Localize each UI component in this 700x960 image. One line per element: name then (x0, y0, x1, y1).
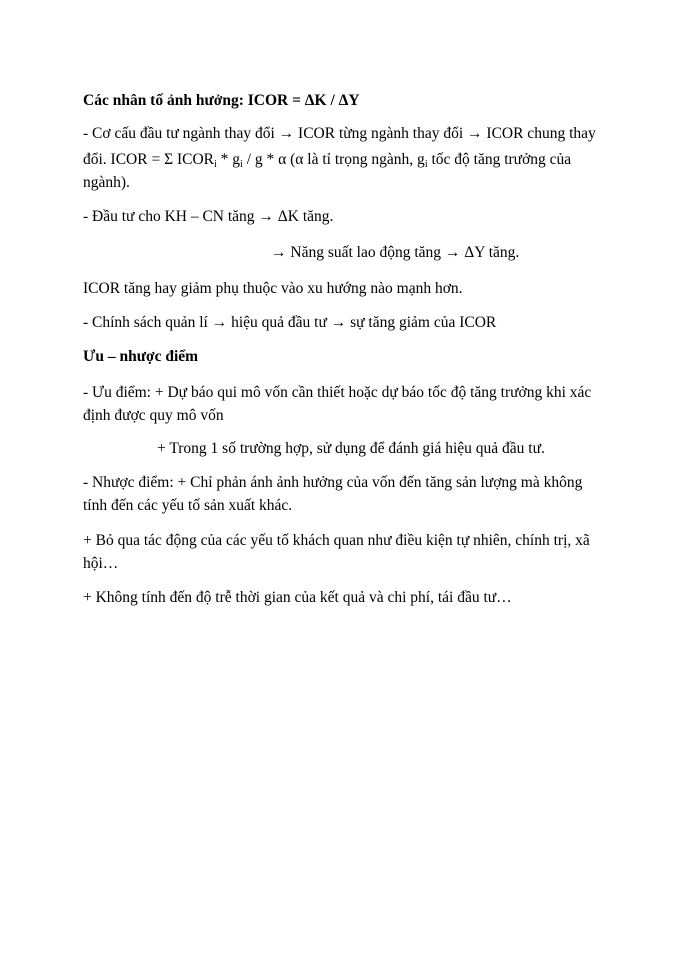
subscript-i-1: i (214, 159, 217, 170)
cons-line1: - Nhược điểm: + Chỉ phản ánh ảnh hưởng của vốn đến tăng sản lượng mà không (83, 474, 583, 491)
para2: - Đầu tư cho KH – CN tăng → ΔK tăng. (83, 208, 334, 225)
para5: - Chính sách quản lí → hiệu quả đầu tư → sự tăng giảm của ICOR (83, 314, 497, 331)
para3: → Năng suất lao động tăng → ΔY tăng. (271, 244, 520, 261)
cons-line2: tính đến các yếu tố sản xuất khác. (83, 497, 293, 514)
para1-line2-b: * g (216, 151, 241, 168)
para4: ICOR tăng hay giảm phụ thuộc vào xu hướng nào mạnh hơn. (83, 280, 463, 297)
cons-line5: + Không tính đến độ trễ thời gian của kết quả và chi phí, tái đầu tư… (83, 589, 512, 606)
para1-line2 (83, 149, 623, 170)
cons-line4: hội… (83, 555, 119, 572)
para1-line1: - Cơ cấu đầu tư ngành thay đổi → ICOR từng ngành thay đổi → ICOR chung thay (83, 125, 596, 142)
para1-line2-d: tốc độ tăng trưởng của (427, 151, 572, 168)
subscript-i-3: i (424, 159, 428, 170)
pros-line3: + Trong 1 số trường hợp, sử dụng để đánh giá hiệu quả đầu tư. (157, 440, 545, 457)
subscript-i-2: i (240, 159, 243, 170)
para1-line2-a: đổi. ICOR = Σ ICOR (83, 151, 215, 168)
heading-factors: Các nhân tố ảnh hưởng: ICOR = ΔK / ΔY (83, 92, 360, 109)
pros-line1: - Ưu điểm: + Dự báo qui mô vốn cần thiết hoặc dự báo tốc độ tăng trưởng khi xác (83, 384, 592, 401)
para1-line3: ngành). (83, 174, 130, 191)
heading-pros-cons: Ưu – nhược điểm (83, 348, 199, 365)
cons-line3: + Bỏ qua tác động của các yếu tố khách quan như điều kiện tự nhiên, chính trị, xã (83, 532, 590, 549)
pros-line2: định được quy mô vốn (83, 407, 224, 424)
para1-line2-c: / g * α (α là tỉ trọng ngành, g (242, 151, 425, 168)
